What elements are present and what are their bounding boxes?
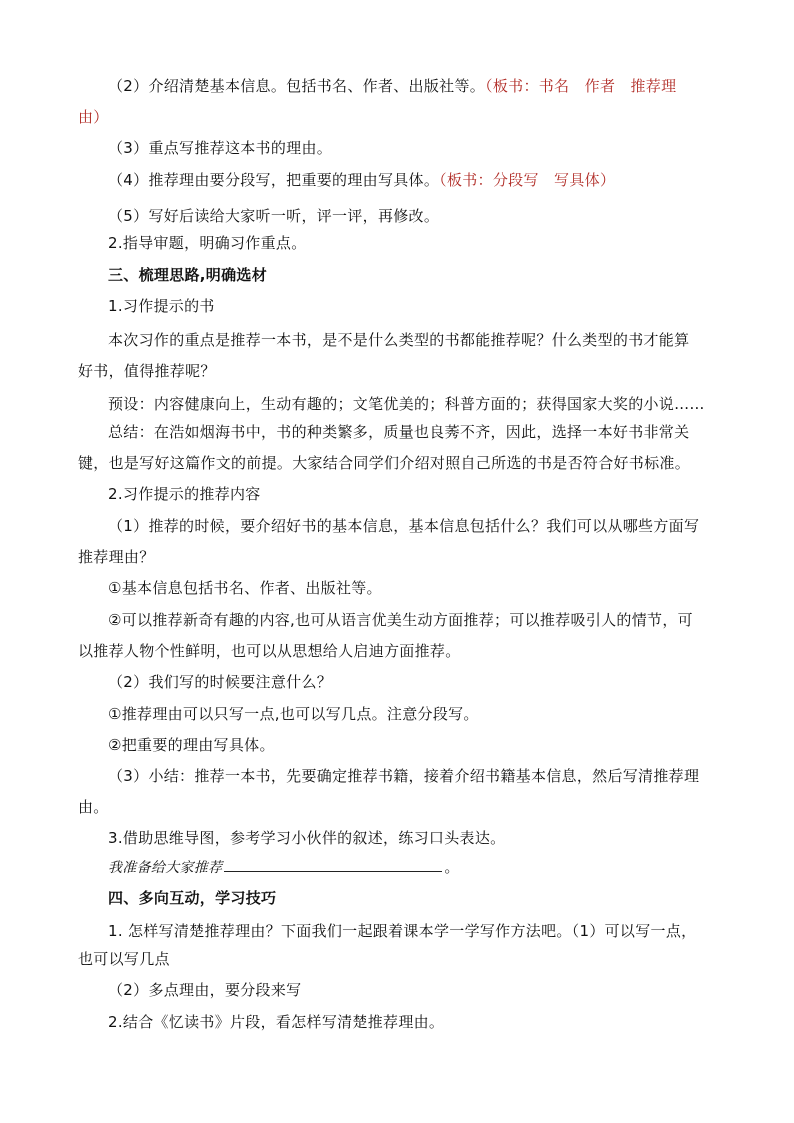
paragraph-line: ②可以推荐新奇有趣的内容,也可从语言优美生动方面推荐；可以推荐吸引人的情节，可 — [108, 611, 693, 629]
blackboard-note: （板书：书名 作者 推荐理 — [485, 77, 677, 95]
paragraph-line: 1. 怎样写清楚推荐理由？下面我们一起跟着课本学一学写作方法吧。（1）可以写一点， — [108, 922, 697, 940]
line-text: （4）推荐理由要分段写，把重要的理由写具体。 — [108, 171, 440, 189]
subheading: 2.习作提示的推荐内容 — [108, 485, 261, 503]
paragraph-line — [108, 170, 732, 190]
paragraph-line: 总结：在浩如烟海书中，书的种类繁多，质量也良莠不齐，因此，选择一本好书非常关 — [108, 423, 690, 441]
fill-in-line — [108, 857, 732, 878]
handwritten-prompt: 我准备给大家推荐 — [108, 860, 223, 876]
paragraph-line: ①基本信息包括书名、作者、出版社等。 — [108, 579, 382, 597]
blackboard-note: 由） — [78, 108, 109, 126]
paragraph-line: 键，也是写好这篇作文的前提。大家结合同学们介绍对照自己所选的书是否符合好书标准。 — [78, 454, 691, 472]
paragraph-line: 好书，值得推荐呢？ — [78, 362, 216, 380]
paragraph-line: 预设：内容健康向上，生动有趣的；文笔优美的；科普方面的；获得国家大奖的小说…… — [108, 395, 705, 413]
paragraph-line: （3）小结：推荐一本书，先要确定推荐书籍，接着介绍书籍基本信息，然后写清推荐理 — [108, 767, 700, 785]
section-heading: 四、多向互动，学习技巧 — [108, 889, 277, 907]
paragraph-line: 推荐理由？ — [78, 548, 155, 566]
paragraph-line: 由。 — [78, 798, 109, 816]
blackboard-note: （板书：分段写 写具体） — [439, 171, 616, 189]
paragraph-line: （1）推荐的时候，要介绍好书的基本信息，基本信息包括什么？我们可以从哪些方面写 — [108, 517, 700, 535]
paragraph-line: 3.借助思维导图，参考学习小伙伴的叙述，练习口头表达。 — [108, 829, 506, 847]
paragraph-line: 2.结合《忆读书》片段，看怎样写清楚推荐理由。 — [108, 1013, 445, 1031]
paragraph-line: 以推荐人物个性鲜明，也可以从思想给人启迪方面推荐。 — [78, 642, 461, 660]
section-heading: 三、梳理思路,明确选材 — [108, 266, 267, 284]
paragraph-line: （3）重点写推荐这本书的理由。 — [108, 139, 333, 157]
paragraph-line: （5）写好后读给大家听一听，评一评，再修改。 — [108, 207, 440, 225]
line-text: （2）介绍清楚基本信息。包括书名、作者、出版社等。 — [108, 77, 486, 95]
paragraph-line: ②把重要的理由写具体。 — [108, 736, 275, 754]
paragraph-line: 本次习作的重点是推荐一本书，是不是什么类型的书都能推荐呢？什么类型的书才能算 — [108, 331, 690, 349]
paragraph-line: （2）多点理由，要分段来写 — [108, 981, 302, 999]
answer-blank — [224, 857, 442, 872]
paragraph-line: ①推荐理由可以只写一点,也可以写几点。注意分段写。 — [108, 705, 479, 723]
paragraph-line — [108, 76, 732, 96]
subheading: 1.习作提示的书 — [108, 297, 215, 315]
paragraph-line: （2）我们写的时候要注意什么？ — [108, 673, 333, 691]
line-text: 。 — [444, 858, 460, 876]
paragraph-line: 也可以写几点 — [78, 950, 170, 968]
paragraph-line: 2.指导审题，明确习作重点。 — [108, 234, 307, 252]
